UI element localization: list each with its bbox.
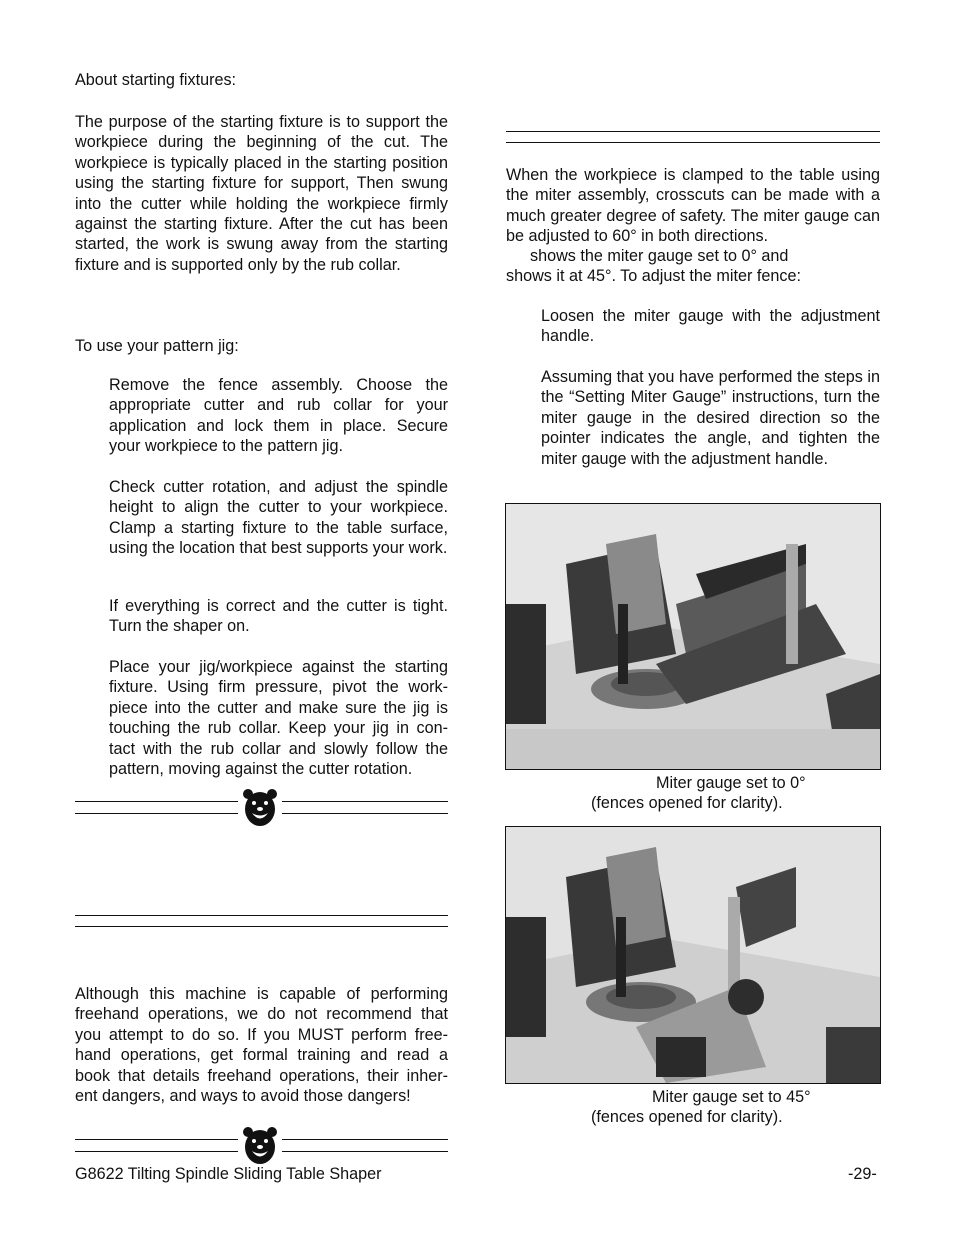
about-heading: About starting fixtures: [75,71,237,89]
divider-rule [282,813,448,814]
photo-caption-2-line-2: (fences opened for clarity). [591,1108,783,1126]
miter-step-1: Loosen the miter gauge with the adjustment handle. [541,307,880,346]
divider-rule [75,813,238,814]
miter-figure-reference-1: shows the miter gauge set to 0° and [530,247,789,265]
divider-rule [282,1151,448,1152]
miter-gauge-45-photo [505,826,881,1084]
photo-caption-2-line-1: Miter gauge set to 45° [652,1088,811,1106]
divider-rule [75,801,238,802]
about-paragraph: The purpose of the starting fixture is to support the workpiece during the beginning of the cut. The workpiece is typically placed in the starting position using the starting fixture for support, Then swung into the cutter while holding the workpiece firmly against the starting fixture. After the cut has been started, the work is swung away from the starting fixture and is supported only by the rub collar. [75,113,448,274]
grizzly-bear-logo-icon [241,788,279,828]
photo-caption-1-line-1: Miter gauge set to 0° [656,774,806,792]
miter-figure-reference-2: shows it at 45°. To adjust the miter fence: [506,267,802,285]
pattern-step-2: Check cutter rotation, and adjust the spindle height to align the cutter to your workpiece. Clamp a starting fixture to the table surface, using the location that best supports your work. [109,478,448,558]
divider-rule [75,1139,238,1140]
miter-paragraph: When the workpiece is clamped to the table using the miter assembly, crosscuts can be made with a much greater degree of safety. The miter gauge can be adjusted to 60° in both directions. [506,166,880,246]
pattern-step-3: If everything is correct and the cutter is tight. Turn the shaper on. [109,597,448,636]
section-rule [506,142,880,143]
divider-rule [282,801,448,802]
page-number: -29- [848,1165,877,1183]
section-rule [75,926,448,927]
miter-gauge-0-photo [505,503,881,770]
freehand-paragraph: Although this machine is capable of performing freehand operations, we do not recommend that you attempt to do so. If you MUST perform free-hand operations, get formal training and read a book that details freehand operations, their inher-ent dangers, and ways to avoid those dangers! [75,985,448,1106]
grizzly-bear-logo-icon [241,1126,279,1166]
pattern-step-4: Place your jig/workpiece against the starting fixture. Using firm pressure, pivot the work-piece into the cutter and make sure the jig is touching the rub collar. Keep your jig in con-tact with the rub collar and slowly follow the pattern, moving against the cutter rotation. [109,658,448,779]
divider-rule [282,1139,448,1140]
footer-title: G8622 Tilting Spindle Sliding Table Shaper [75,1165,382,1183]
pattern-intro: To use your pattern jig: [75,337,239,355]
section-rule [75,915,448,916]
photo-caption-1-line-2: (fences opened for clarity). [591,794,783,812]
divider-rule [75,1151,238,1152]
pattern-step-1: Remove the fence assembly. Choose the appropriate cutter and rub collar for your application and lock them in place. Secure your workpiece to the pattern jig. [109,376,448,456]
miter-step-2: Assuming that you have performed the steps in the “Setting Miter Gauge” instructions, turn the miter gauge in the desired direction so the pointer indicates the angle, and tighten the miter gauge with the adjustment handle. [541,368,880,468]
section-rule [506,131,880,132]
